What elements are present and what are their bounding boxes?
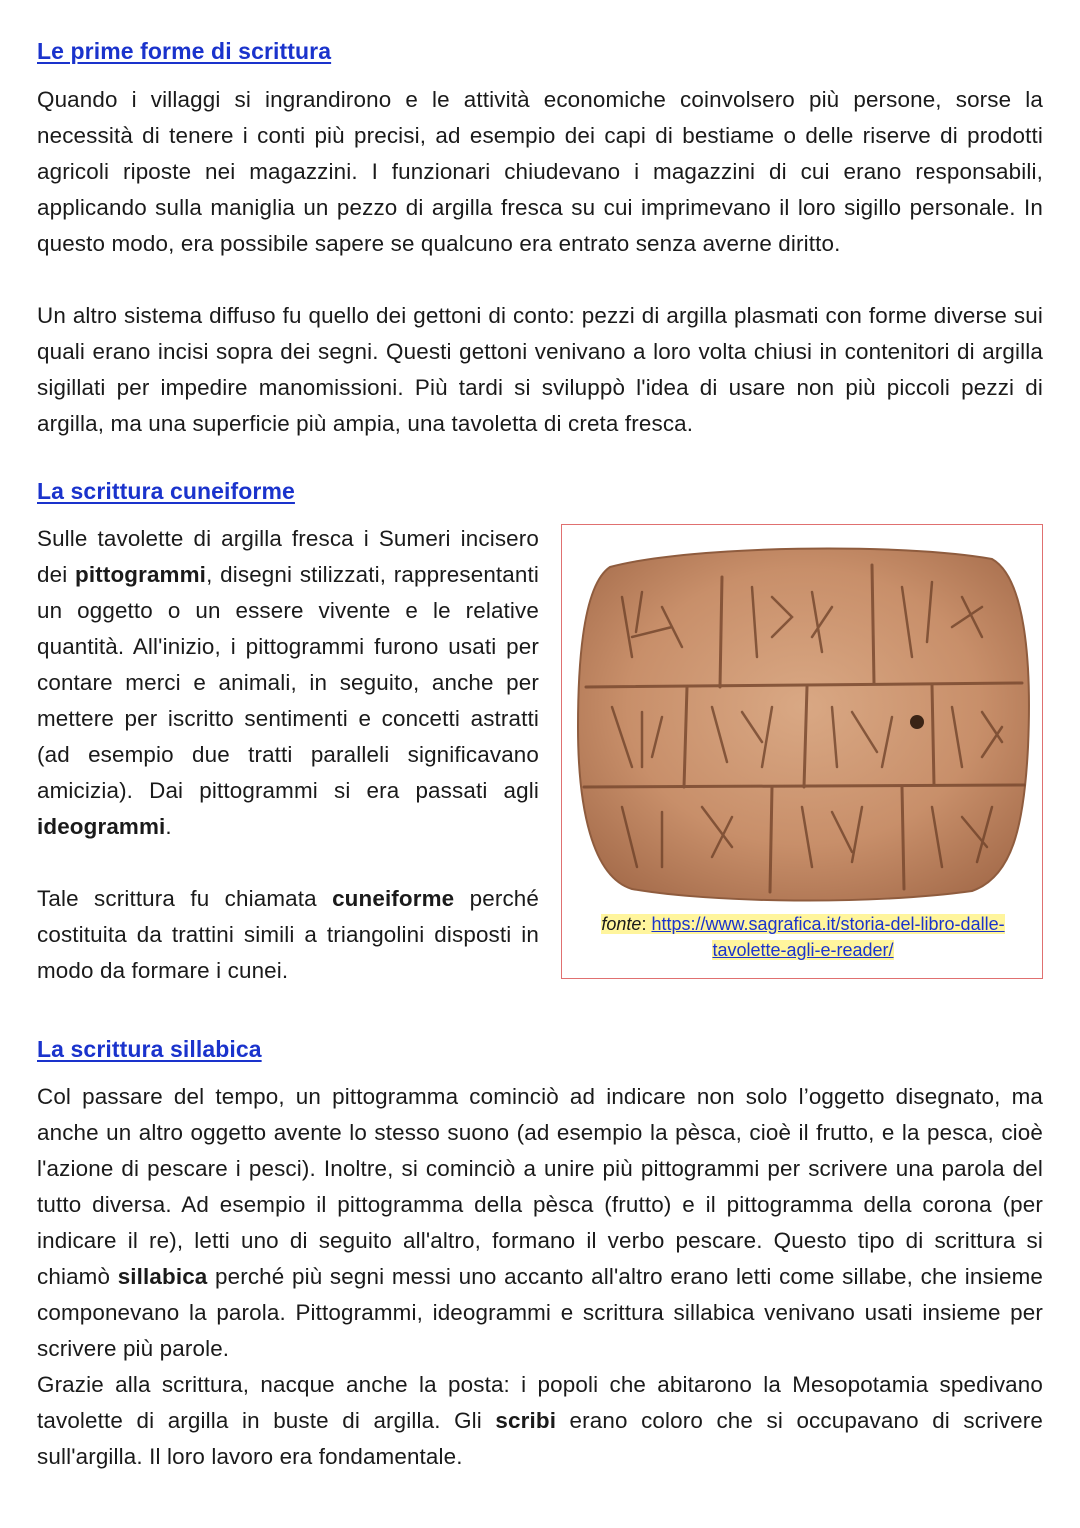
bold-term-sillabica: sillabica bbox=[117, 1264, 208, 1289]
source-label: fonte bbox=[601, 914, 642, 934]
caption-highlight bbox=[601, 914, 1004, 960]
text-run: Col passare del tempo, un pittogramma cominciò ad indicare non solo l’oggetto disegnato, ma anche un altro oggetto avente lo stesso suono (ad esempio la pèsca, cioè il frutto, e la pesca, cioè l'azione di pescare i pesci). Inoltre, si cominciò a unire più pittogrammi per scrivere una parola del tutto diversa. Ad esempio il pittogramma della pèsca (frutto) e il pittogramma della corona (per indicare il re), letti uno di seguito all'altro, formano il verbo pescare. Questo tipo di scrittura si chiamò bbox=[37, 1084, 1043, 1289]
paragraph-cuneiforme bbox=[37, 881, 539, 989]
bold-term-ideogrammi: ideogrammi bbox=[37, 814, 166, 839]
bold-term-pittogrammi: pittogrammi bbox=[75, 562, 207, 587]
text-run: perché più segni messi uno accanto all'altro erano letti come sillabe, che insieme componevano la parola. Pittogrammi, ideogrammi e scrittura sillabica venivano usati insieme per scrivere più parole. bbox=[37, 1264, 1043, 1361]
text-run: , disegni stilizzati, rappresentanti un oggetto o un essere vivente e le relative quantità. All'inizio, i pittogrammi furono usati per contare merci e animali, in seguito, anche per mettere per iscritto sentimenti e concetti astratti (ad esempio due tratti paralleli significavano amicizia). Dai pittogrammi si era passati agli bbox=[37, 562, 540, 803]
text-run: Grazie alla scrittura, nacque anche la posta: i popoli che abitarono la Mesopotamia spedivano tavolette di argilla in buste di argilla. Gli bbox=[37, 1372, 1043, 1433]
text-run: erano coloro che si occupavano di scrivere sull'argilla. Il loro lavoro era fondamentale. bbox=[37, 1408, 1043, 1469]
heading-prime-forme: Le prime forme di scrittura bbox=[37, 38, 332, 64]
source-link[interactable]: https://www.sagrafica.it/storia-del-libro-dalle-tavolette-agli-e-reader/ bbox=[651, 914, 1005, 960]
bold-term-cuneiforme: cuneiforme bbox=[332, 886, 455, 911]
paragraph-pittogrammi bbox=[37, 521, 539, 845]
heading-cuneiforme: La scrittura cuneiforme bbox=[37, 478, 295, 504]
figure-box bbox=[561, 524, 1043, 979]
source-separator: : bbox=[641, 914, 652, 934]
bold-term-scribi: scribi bbox=[495, 1408, 557, 1433]
text-run: Sulle tavolette di argilla fresca i Sumeri incisero dei bbox=[37, 526, 539, 587]
paragraph-gettoni: Un altro sistema diffuso fu quello dei gettoni di conto: pezzi di argilla plasmati con forme diverse sui quali erano incisi sopra dei segni. Questi gettoni venivano a loro volta chiusi in contenitori di argilla sigillati per impedire manomissioni. Più tardi si sviluppò l'idea di usare non più piccoli pezzi di argilla, ma una superficie più ampia, una tavoletta di creta fresca. bbox=[37, 303, 1043, 436]
paragraph-sillabica bbox=[37, 1079, 1043, 1367]
image-caption bbox=[568, 911, 1038, 963]
text-run: . bbox=[165, 814, 172, 839]
paragraph-villaggi: Quando i villaggi si ingrandirono e le attività economiche coinvolsero più persone, sorse la necessità di tenere i conti più precisi, ad esempio dei capi di bestiame o delle riserve di prodotti agricoli riposte nei magazzini. I funzionari chiudevano i magazzini di cui erano responsabili, applicando sulla maniglia un pezzo di argilla fresca su cui imprimevano il loro sigillo personale. In questo modo, era possibile sapere se qualcuno era entrato senza averne diritto. bbox=[37, 87, 1043, 256]
text-run: Tale scrittura fu chiamata bbox=[37, 886, 333, 911]
heading-sillabica: La scrittura sillabica bbox=[37, 1036, 262, 1062]
paragraph-posta bbox=[37, 1367, 1043, 1475]
cuneiform-tablet-image bbox=[572, 537, 1034, 909]
text-run: perché costituita da trattini simili a triangolini disposti in modo da formare i cunei. bbox=[37, 886, 539, 983]
